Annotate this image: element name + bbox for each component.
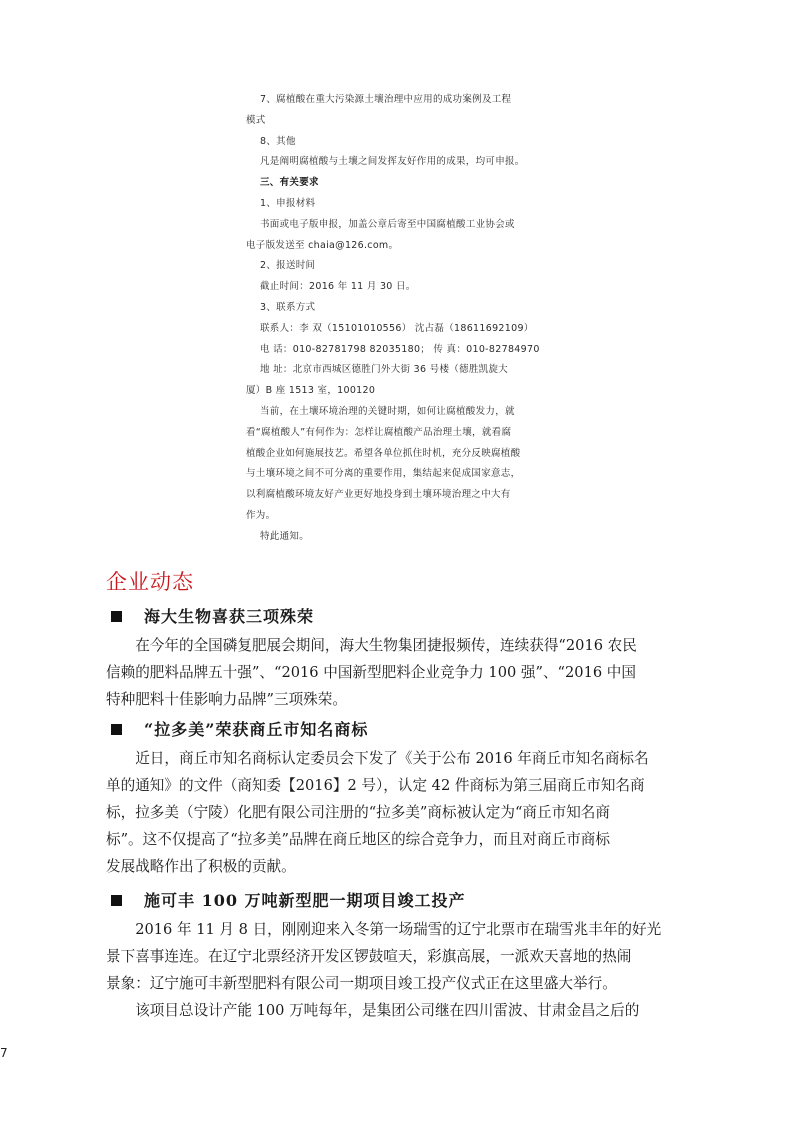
news-item-2: [106, 713, 696, 880]
headline-text: 海大生物喜获三项殊荣: [144, 606, 315, 626]
body-line: 2016 年 11 月 8 日，刚刚迎来入冬第一场瑞雪的辽宁北票市在瑞雪兆丰年的好光: [135, 921, 662, 938]
scan-line: 3、联系方式: [260, 301, 316, 313]
square-bullet-icon: [111, 724, 122, 735]
scan-line: 1、申报材料: [260, 197, 316, 209]
scan-line: 厦）B 座 1513 室，100120: [246, 385, 376, 397]
scan-line: 作为。: [246, 509, 276, 521]
scan-line: 地 址：北京市西城区德胜门外大街 36 号楼（德胜凯旋大: [260, 364, 509, 376]
news-item-3: [106, 884, 696, 1024]
scan-line: 以利腐植酸环境友好产业更好地投身到土壤环境治理之中大有: [246, 489, 511, 501]
body-line: 标”。这不仅提高了“拉多美”品牌在商丘地区的综合竞争力，而且对商丘市商标: [106, 831, 610, 848]
scan-line: 当前，在土壤环境治理的关键时期，如何让腐植酸发力，就: [260, 405, 515, 417]
scan-line: 2、报送时间: [260, 260, 316, 272]
body-line: 该项目总设计产能 100 万吨每年，是集团公司继在四川雷波、甘肃金昌之后的: [135, 1002, 640, 1019]
section-title: 企业动态: [106, 570, 194, 594]
scanned-notice-image: [246, 90, 576, 548]
body-line: 近日，商丘市知名商标认定委员会下发了《关于公布 2016 年商丘市知名商标名: [135, 750, 649, 767]
square-bullet-icon: [111, 895, 122, 906]
scan-line: 与土壤环境之间不可分离的重要作用，集结起来促成国家意志，: [246, 468, 521, 480]
news-item-1: [106, 600, 696, 713]
page-number: 7: [0, 1046, 8, 1060]
scan-section-heading: 三、有关要求: [260, 177, 319, 189]
scan-line: 凡是阐明腐植酸与土壤之间发挥友好作用的成果，均可申报。: [260, 156, 525, 168]
news-headline: [106, 713, 696, 745]
body-line: 在今年的全国磷复肥展会期间，海大生物集团捷报频传，连续获得“2016 农民: [135, 637, 637, 654]
body-line: 信赖的肥料品牌五十强”、“2016 中国新型肥料企业竞争力 100 强”、“2016 中国: [106, 664, 636, 681]
body-line: 标，拉多美（宁陵）化肥有限公司注册的“拉多美”商标被认定为“商丘市知名商: [106, 804, 610, 821]
body-line: 景下喜事连连。在辽宁北票经济开发区锣鼓喧天，彩旗高展，一派欢天喜地的热闹: [106, 948, 632, 965]
headline-text: “拉多美”荣获商丘市知名商标: [144, 719, 369, 739]
body-line: 单的通知》的文件（商知委【2016】2 号），认定 42 件商标为第三届商丘市知名商: [106, 777, 645, 794]
scan-line: 8、其他: [260, 135, 296, 147]
body-line: 特种肥料十佳影响力品牌”三项殊荣。: [106, 691, 347, 708]
headline-text: 施可丰 100 万吨新型肥一期项目竣工投产: [144, 890, 466, 910]
scan-line: 植酸企业如何施展技艺。希望各单位抓住时机，充分反映腐植酸: [246, 447, 521, 459]
news-headline: [106, 600, 696, 632]
scan-line: 书面或电子版申报，加盖公章后寄至中国腐植酸工业协会或: [260, 218, 515, 230]
scan-line: 电 话：010-82781798 82035180； 传 真：010-82784970: [260, 343, 540, 355]
body-line: 发展战略作出了积极的贡献。: [106, 858, 296, 875]
body-line: 景象：辽宁施可丰新型肥料有限公司一期项目竣工投产仪式正在这里盛大举行。: [106, 975, 617, 992]
scan-line: 看“腐植酸人”有何作为：怎样让腐植酸产品治理土壤，就看腐: [246, 426, 512, 438]
square-bullet-icon: [111, 611, 122, 622]
scan-line: 截止时间：2016 年 11 月 30 日。: [260, 281, 416, 293]
scan-line: 联系人：李 双（15101010556） 沈占磊（18611692109）: [260, 322, 534, 334]
scan-line: 模式: [246, 114, 266, 126]
news-headline: [106, 884, 696, 916]
scan-line: 特此通知。: [260, 530, 310, 542]
scan-line: 电子版发送至 chaia@126.com。: [246, 239, 399, 251]
scan-line: 7、腐植酸在重大污染源土壤治理中应用的成功案例及工程: [260, 94, 512, 105]
